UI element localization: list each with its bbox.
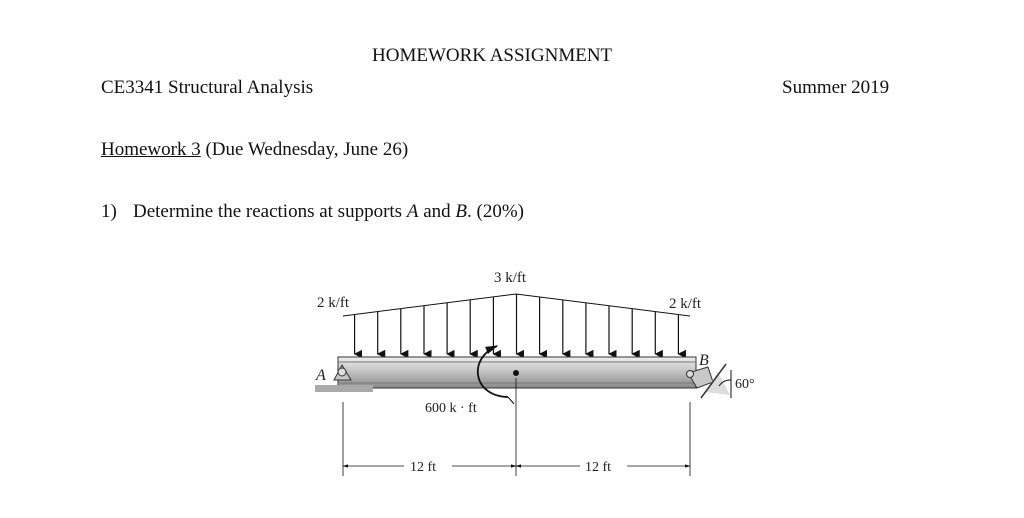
course-name: CE3341 Structural Analysis — [101, 77, 314, 98]
beam-center-point — [513, 370, 519, 376]
page-title: HOMEWORK ASSIGNMENT — [372, 45, 613, 66]
label-dim-left: 12 ft — [410, 460, 437, 475]
label-support-a: A — [316, 367, 326, 384]
label-load-left: 2 k/ft — [317, 295, 350, 311]
question-text-2: and — [418, 201, 456, 222]
term: Summer 2019 — [782, 77, 890, 98]
label-load-center: 3 k/ft — [494, 270, 527, 286]
question-var-b: B — [455, 201, 467, 222]
label-load-right: 2 k/ft — [669, 296, 702, 312]
label-support-b: B — [699, 352, 709, 369]
label-dim-right: 12 ft — [585, 460, 612, 475]
load-arrows — [355, 294, 679, 354]
question-text-3: . (20%) — [467, 201, 524, 222]
moment-leader — [508, 397, 514, 404]
label-angle: 60° — [735, 377, 755, 392]
question-number: 1) — [101, 201, 117, 222]
question-text-1: Determine the reactions at supports — [133, 201, 407, 222]
question-var-a: A — [406, 201, 419, 222]
due-date: (Due Wednesday, June 26) — [205, 139, 409, 160]
homework-label: Homework 3 — [101, 139, 201, 160]
label-moment: 600 k · ft — [425, 401, 477, 416]
